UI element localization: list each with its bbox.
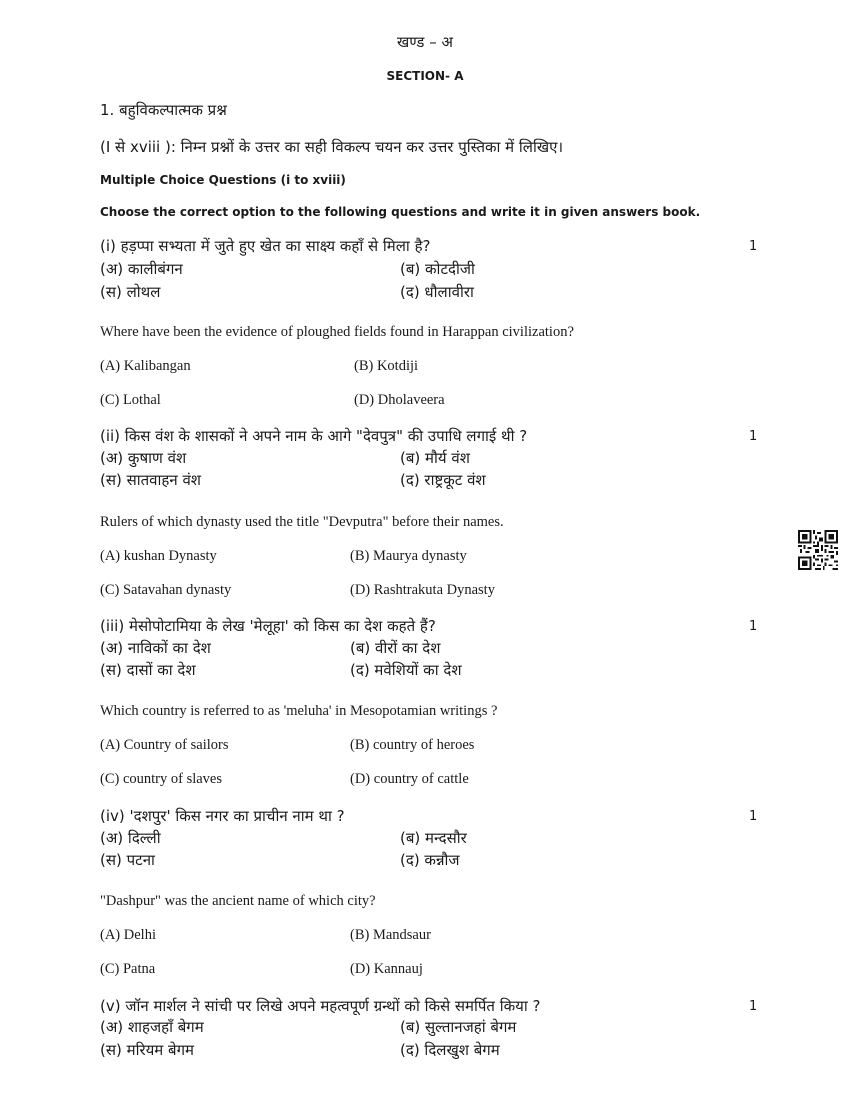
option-hindi: (ब) कोटदीजी: [400, 260, 475, 278]
option-english: (A) Kalibangan: [100, 358, 191, 374]
question-ii-english: Rulers of which dynasty used the title "Devputra" before their names.: [100, 514, 504, 530]
question-i-english: Where have been the evidence of ploughed fields found in Harappan civilization?: [100, 324, 574, 340]
option-hindi: (द) दिलखुश बेगम: [400, 1041, 500, 1059]
option-hindi: (स) मरियम बेगम: [100, 1041, 195, 1059]
option-english: (C) Lothal: [100, 392, 161, 408]
option-english: (D) Dholaveera: [354, 392, 445, 408]
qr-code-icon: [798, 530, 838, 570]
instruction-english: Choose the correct option to the following questions and write it in given answers book.: [100, 205, 701, 219]
option-hindi: (स) पटना: [100, 851, 155, 869]
option-hindi: (ब) वीरों का देश: [350, 639, 441, 657]
option-hindi: (अ) नाविकों का देश: [100, 639, 211, 657]
option-hindi: (ब) मौर्य वंश: [400, 449, 470, 467]
question-iv-hindi: (iv) 'दशपुर' किस नगर का प्राचीन नाम था ?: [100, 807, 345, 825]
option-english: (D) Rashtrakuta Dynasty: [350, 582, 495, 598]
option-hindi: (अ) कुषाण वंश: [100, 449, 187, 467]
section-heading: SECTION- A: [386, 69, 464, 83]
question-iv-english: "Dashpur" was the ancient name of which city?: [100, 893, 376, 909]
option-english: (C) Satavahan dynasty: [100, 582, 232, 598]
option-hindi: (स) सातवाहन वंश: [100, 471, 202, 489]
option-english: (B) Mandsaur: [350, 927, 431, 943]
option-english: (A) Delhi: [100, 927, 156, 943]
marks-iii: 1: [749, 619, 758, 634]
question-i-hindi: (i) हड़प्पा सभ्यता में जुते हुए खेत का साक्ष्य कहाँ से मिला है?: [100, 237, 431, 255]
option-hindi: (द) धौलावीरा: [400, 283, 474, 301]
option-english: (B) Kotdiji: [354, 358, 419, 374]
question-1-title: 1. बहुविकल्पात्मक प्रश्न: [100, 101, 227, 119]
mcq-heading: Multiple Choice Questions (i to xviii): [100, 173, 346, 187]
option-english: (A) Country of sailors: [100, 737, 229, 753]
marks-ii: 1: [749, 429, 758, 444]
khand-heading: खण्ड – अ: [397, 33, 453, 51]
option-hindi: (स) दासों का देश: [100, 661, 196, 679]
option-hindi: (द) मवेशियों का देश: [350, 661, 462, 679]
question-ii-hindi: (ii) किस वंश के शासकों ने अपने नाम के आगे "देवपुत्र" की उपाधि लगाई थी ?: [100, 427, 528, 445]
option-hindi: (अ) दिल्ली: [100, 829, 161, 847]
option-hindi: (स) लोथल: [100, 283, 161, 301]
option-hindi: (द) कन्नौज: [400, 851, 460, 869]
option-hindi: (द) राष्ट्रकूट वंश: [400, 471, 486, 489]
option-hindi: (अ) कालीबंगन: [100, 260, 183, 278]
option-english: (D) Kannauj: [350, 961, 423, 977]
instruction-hindi: (I से xviii ): निम्न प्रश्नों के उत्तर का सही विकल्प चयन कर उत्तर पुस्तिका में लिखिए।: [100, 138, 564, 156]
marks-iv: 1: [749, 809, 758, 824]
option-hindi: (अ) शाहजहाँ बेगम: [100, 1018, 204, 1036]
marks-i: 1: [749, 239, 758, 254]
option-english: (A) kushan Dynasty: [100, 548, 217, 564]
option-hindi: (ब) मन्दसौर: [400, 829, 467, 847]
question-v-hindi: (v) जॉन मार्शल ने सांची पर लिखे अपने महत्वपूर्ण ग्रन्थों को किसे समर्पित किया ?: [100, 997, 541, 1015]
option-hindi: (ब) सुल्तानजहां बेगम: [400, 1018, 517, 1036]
option-english: (C) country of slaves: [100, 771, 223, 787]
option-english: (D) country of cattle: [350, 771, 469, 787]
option-english: (B) Maurya dynasty: [350, 548, 467, 564]
question-iii-hindi: (iii) मेसोपोटामिया के लेख 'मेलूहा' को किस का देश कहते हैं?: [100, 617, 436, 635]
marks-v: 1: [749, 999, 758, 1014]
question-iii-english: Which country is referred to as 'meluha' in Mesopotamian writings ?: [100, 703, 498, 719]
option-english: (B) country of heroes: [350, 737, 475, 753]
option-english: (C) Patna: [100, 961, 156, 977]
